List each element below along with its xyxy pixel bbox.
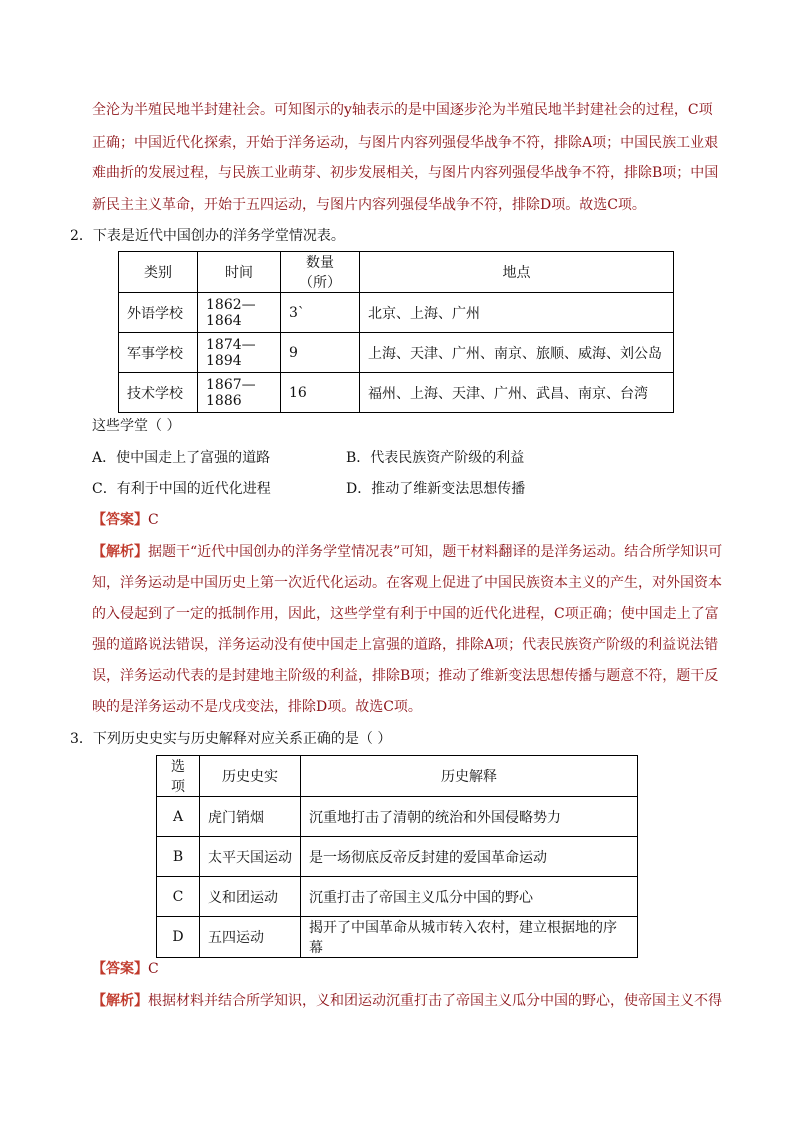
q2-question: 这些学堂（ ） xyxy=(92,418,181,434)
table-header-cell: 类别 xyxy=(119,252,198,293)
q1-analysis-line: 难曲折的发展过程，与民族工业萌芽、初步发展相关，与图片内容列强侵华战争不符，排除B项；中国 xyxy=(92,165,719,181)
table-cell: 1862—1864 xyxy=(198,293,281,333)
table-row xyxy=(157,877,638,917)
answer-value: C xyxy=(148,512,159,528)
table-cell: 义和团运动 xyxy=(200,877,301,917)
option-b: B．代表民族资产阶级的利益 xyxy=(346,450,525,466)
table-cell: 1874—1894 xyxy=(198,333,281,373)
option-d: D．推动了维新变法思想传播 xyxy=(346,481,526,497)
table-cell: 9 xyxy=(281,333,360,373)
table-cell: 上海、天津、广州、南京、旅顺、威海、刘公岛 xyxy=(360,333,674,373)
table-row xyxy=(119,293,674,333)
q1-analysis-line: 正确；中国近代化探索，开始于洋务运动，与图片内容列强侵华战争不符，排除A项；中国民族工业艰 xyxy=(92,135,719,151)
q2-table xyxy=(118,251,674,413)
table-header-row xyxy=(157,756,638,797)
table-row xyxy=(119,373,674,413)
table-cell: 虎门销烟 xyxy=(200,797,301,837)
table-cell: 是一场彻底反帝反封建的爱国革命运动 xyxy=(301,837,638,877)
table-cell: D xyxy=(157,917,200,958)
q3-analysis-line xyxy=(92,990,722,1012)
analysis-text: 据题干“近代中国创办的洋务学堂情况表”可知，题干材料翻译的是洋务运动。结合所学知识可 xyxy=(148,544,723,560)
table-header-cell: 选项 xyxy=(157,756,200,797)
table-header-cell: 地点 xyxy=(360,252,674,293)
analysis-text: 根据材料并结合所学知识，义和团运动沉重打击了帝国主义瓜分中国的野心，使帝国主义不得 xyxy=(148,993,722,1009)
option-c: C．有利于中国的近代化进程 xyxy=(92,481,271,497)
table-cell: 3` xyxy=(281,293,360,333)
table-cell: A xyxy=(157,797,200,837)
option-a: A．使中国走上了富强的道路 xyxy=(92,450,271,466)
table-header-cell: 历史史实 xyxy=(200,756,301,797)
table-cell: B xyxy=(157,837,200,877)
answer-label: 【答案】 xyxy=(92,512,148,528)
table-header-cell: 历史解释 xyxy=(301,756,638,797)
q3-answer xyxy=(92,958,159,980)
table-cell: 军事学校 xyxy=(119,333,198,373)
q1-analysis-line: 新民主主义革命，开始于五四运动，与图片内容列强侵华战争不符，排除D项。故选C项。 xyxy=(92,197,646,213)
table-header-cell: 数量（所） xyxy=(281,252,360,293)
q2-analysis-line xyxy=(92,541,722,563)
table-cell: 太平天国运动 xyxy=(200,837,301,877)
table-row xyxy=(157,797,638,837)
q3-table xyxy=(156,755,638,958)
q2-stem: 2．下表是近代中国创办的洋务学堂情况表。 xyxy=(70,228,345,244)
table-cell: 16 xyxy=(281,373,360,413)
table-cell: 外语学校 xyxy=(119,293,198,333)
q2-analysis-line: 误，洋务运动代表的是封建地主阶级的利益，排除B项；推动了维新变法思想传播与题意不符，题干反 xyxy=(92,668,719,684)
q2-analysis-line: 映的是洋务运动不是戊戌变法，排除D项。故选C项。 xyxy=(92,699,422,715)
table-header-cell: 时间 xyxy=(198,252,281,293)
table-cell: 福州、上海、天津、广州、武昌、南京、台湾 xyxy=(360,373,674,413)
q2-analysis-line: 的入侵起到了一定的抵制作用，因此，这些学堂有利于中国的近代化进程，C项正确；使中国走上了富 xyxy=(92,606,719,622)
answer-label: 【答案】 xyxy=(92,961,148,977)
table-cell: C xyxy=(157,877,200,917)
table-cell: 揭开了中国革命从城市转入农村，建立根据地的序幕 xyxy=(301,917,638,958)
table-cell: 沉重打击了帝国主义瓜分中国的野心 xyxy=(301,877,638,917)
table-cell: 北京、上海、广州 xyxy=(360,293,674,333)
analysis-label: 【解析】 xyxy=(92,544,148,560)
table-row xyxy=(119,333,674,373)
table-cell: 五四运动 xyxy=(200,917,301,958)
table-cell: 沉重地打击了清朝的统治和外国侵略势力 xyxy=(301,797,638,837)
table-header-row xyxy=(119,252,674,293)
analysis-label: 【解析】 xyxy=(92,993,148,1009)
q2-answer xyxy=(92,509,159,531)
q2-analysis-line: 知，洋务运动是中国历史上第一次近代化运动。在客观上促进了中国民族资本主义的产生，对外国资本 xyxy=(92,575,722,591)
answer-value: C xyxy=(148,961,159,977)
table-cell: 1867—1886 xyxy=(198,373,281,413)
q2-analysis-line: 强的道路说法错误，洋务运动没有使中国走上富强的道路，排除A项；代表民族资产阶级的利益说法错 xyxy=(92,637,719,653)
q3-stem: 3．下列历史史实与历史解释对应关系正确的是（ ） xyxy=(70,731,392,747)
table-row xyxy=(157,917,638,958)
q1-analysis-line: 全沦为半殖民地半封建社会。可知图示的y轴表示的是中国逐步沦为半殖民地半封建社会的过程，C项 xyxy=(92,102,713,118)
table-row xyxy=(157,837,638,877)
table-cell: 技术学校 xyxy=(119,373,198,413)
